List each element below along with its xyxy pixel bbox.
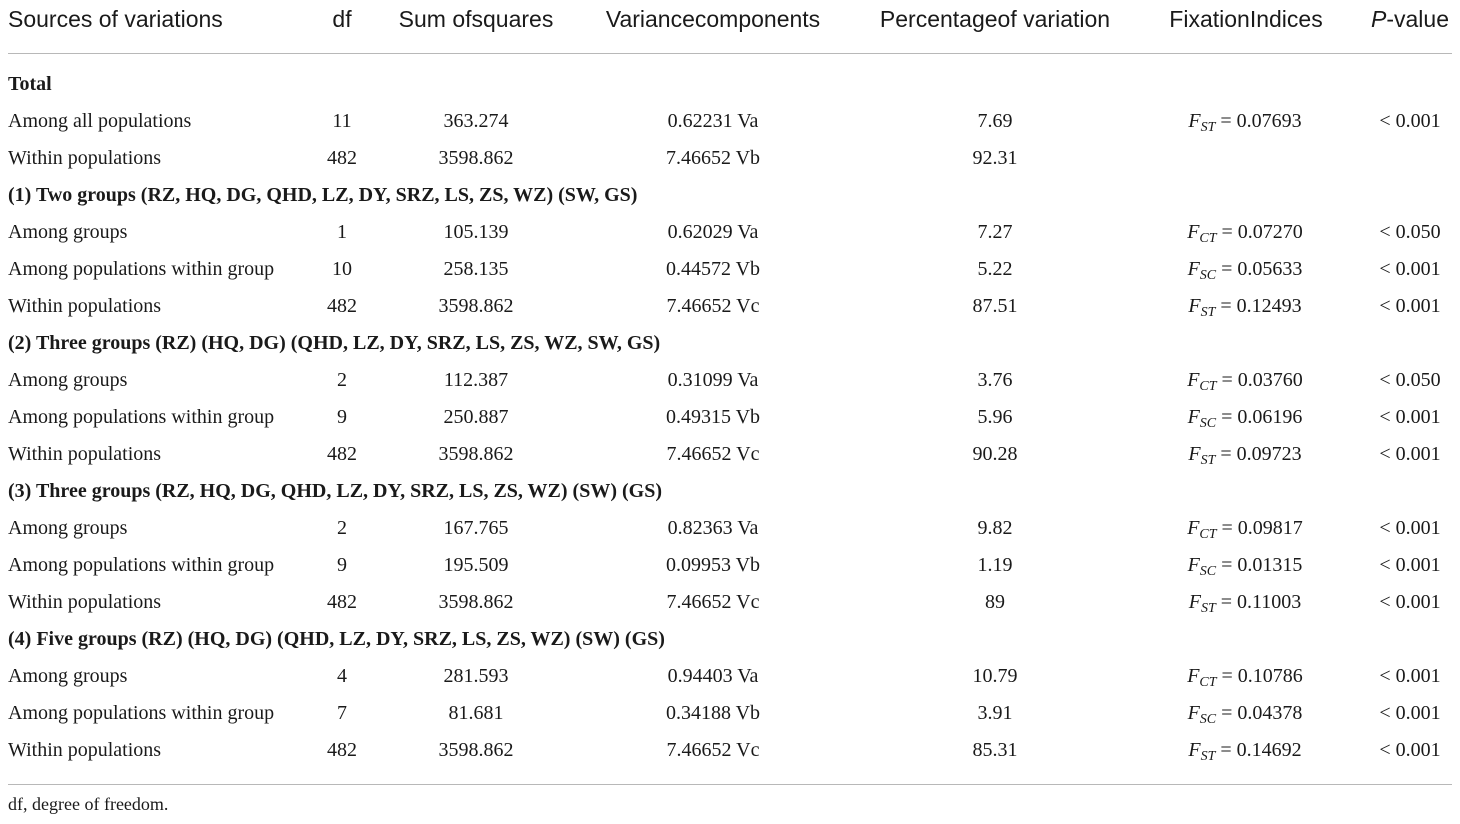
section-title: (3) Three groups (RZ, HQ, DG, QHD, LZ, DY, SRZ, LS, ZS, WZ) (SW) (GS) <box>8 480 662 502</box>
row-percentage: 3.91 <box>977 702 1013 724</box>
fixation-index-letter: F <box>1187 369 1200 391</box>
row-source: Among groups <box>8 517 128 539</box>
row-fixation-index <box>1140 695 1350 732</box>
fixation-index-value: = 0.05633 <box>1216 258 1303 280</box>
section-title: (1) Two groups (RZ, HQ, DG, QHD, LZ, DY, SRZ, LS, ZS, WZ) (SW, GS) <box>8 184 638 206</box>
row-variance-component: 7.46652 Vc <box>666 739 760 761</box>
fixation-index-value: = 0.04378 <box>1216 702 1303 724</box>
fixation-index-letter: F <box>1187 258 1200 280</box>
header-source: Sources of variations <box>8 6 223 32</box>
row-source: Among populations within group <box>8 258 275 280</box>
row-variance-component: 0.09953 Vb <box>665 554 761 576</box>
row-percentage: 3.76 <box>977 369 1013 391</box>
section-title: Total <box>8 73 52 95</box>
row-source: Within populations <box>8 443 162 465</box>
row-sum-of-squares: 363.274 <box>443 110 509 132</box>
fixation-index-letter: F <box>1188 110 1201 132</box>
header-p-rest: -value <box>1386 6 1449 32</box>
row-percentage: 9.82 <box>977 517 1013 539</box>
row-sum-of-squares: 3598.862 <box>438 591 514 613</box>
bottom-rule <box>8 784 1452 785</box>
row-df: 482 <box>327 295 357 317</box>
fixation-index-value: = 0.09723 <box>1215 443 1302 465</box>
row-variance-component: 7.46652 Vc <box>666 443 760 465</box>
row-variance-component: 0.44572 Vb <box>665 258 761 280</box>
fixation-index-subscript: CT <box>1199 379 1217 394</box>
fixation-index-subscript: ST <box>1200 453 1216 468</box>
section-title: (4) Five groups (RZ) (HQ, DG) (QHD, LZ, DY, SRZ, LS, ZS, WZ) (SW) (GS) <box>8 628 665 650</box>
row-df: 10 <box>332 258 352 280</box>
fixation-index-subscript: SC <box>1199 712 1217 727</box>
row-percentage: 90.28 <box>972 443 1018 465</box>
row-df: 482 <box>327 147 357 169</box>
row-source: Among populations within group <box>8 406 275 428</box>
footnote: df, degree of freedom. <box>8 794 169 814</box>
row-variance-component: 0.94403 Va <box>667 665 759 687</box>
header-p-italic: P <box>1371 6 1387 32</box>
row-percentage: 85.31 <box>972 739 1018 761</box>
fixation-index-subscript: SC <box>1199 416 1217 431</box>
row-source: Among all populations <box>8 110 192 132</box>
row-df: 482 <box>327 443 357 465</box>
fixation-index-subscript: CT <box>1199 527 1217 542</box>
row-source: Among groups <box>8 665 128 687</box>
row-source: Within populations <box>8 591 162 613</box>
row-fixation-index <box>1140 288 1350 325</box>
fixation-index-letter: F <box>1187 221 1200 243</box>
row-fixation-index <box>1140 584 1350 621</box>
fixation-index-letter: F <box>1187 517 1200 539</box>
fixation-index-letter: F <box>1188 739 1201 761</box>
row-percentage: 7.69 <box>977 110 1013 132</box>
row-source: Within populations <box>8 295 162 317</box>
row-p-value: < 0.001 <box>1379 739 1441 761</box>
header-variance-components: Variancecomponents <box>605 6 821 32</box>
row-p-value: < 0.001 <box>1379 443 1441 465</box>
row-fixation-index <box>1140 658 1350 695</box>
fixation-index-subscript: CT <box>1199 675 1217 690</box>
row-sum-of-squares: 167.765 <box>443 517 509 539</box>
row-p-value: < 0.001 <box>1379 665 1441 687</box>
fixation-index-value: = 0.11003 <box>1215 591 1302 613</box>
row-sum-of-squares: 105.139 <box>443 221 509 243</box>
row-source: Among groups <box>8 221 128 243</box>
row-variance-component: 0.62029 Va <box>667 221 759 243</box>
row-sum-of-squares: 195.509 <box>443 554 509 576</box>
row-percentage: 10.79 <box>972 665 1018 687</box>
section-title: (2) Three groups (RZ) (HQ, DG) (QHD, LZ, DY, SRZ, LS, ZS, WZ, SW, GS) <box>8 332 661 354</box>
row-p-value: < 0.050 <box>1379 369 1441 391</box>
row-df: 2 <box>337 369 347 391</box>
row-p-value: < 0.001 <box>1379 591 1441 613</box>
row-percentage: 87.51 <box>972 295 1018 317</box>
row-df: 7 <box>337 702 347 724</box>
row-source: Within populations <box>8 147 162 169</box>
row-variance-component: 0.49315 Vb <box>665 406 761 428</box>
row-df: 9 <box>337 406 347 428</box>
fixation-index-subscript: ST <box>1200 120 1216 135</box>
fixation-index-subscript: SC <box>1199 268 1217 283</box>
row-p-value: < 0.001 <box>1379 406 1441 428</box>
header-rule <box>8 53 1452 54</box>
fixation-index-letter: F <box>1188 443 1201 465</box>
row-variance-component: 7.46652 Vc <box>666 295 760 317</box>
fixation-index-subscript: CT <box>1199 231 1217 246</box>
row-df: 9 <box>337 554 347 576</box>
header-sum-of-squares: Sum ofsquares <box>398 6 554 32</box>
row-sum-of-squares: 112.387 <box>443 369 509 391</box>
row-fixation-index <box>1140 362 1350 399</box>
row-p-value: < 0.001 <box>1379 258 1441 280</box>
row-p-value: < 0.001 <box>1379 295 1441 317</box>
fixation-index-value: = 0.09817 <box>1216 517 1303 539</box>
row-sum-of-squares: 258.135 <box>443 258 509 280</box>
fixation-index-subscript: SC <box>1199 564 1217 579</box>
row-source: Within populations <box>8 739 162 761</box>
fixation-index-subscript: ST <box>1200 601 1216 616</box>
row-variance-component: 0.34188 Vb <box>665 702 761 724</box>
row-fixation-index <box>1140 547 1350 584</box>
row-fixation-index <box>1140 436 1350 473</box>
row-sum-of-squares: 3598.862 <box>438 147 514 169</box>
row-variance-component: 7.46652 Vb <box>665 147 761 169</box>
fixation-index-value: = 0.01315 <box>1216 554 1303 576</box>
row-df: 11 <box>332 110 352 132</box>
row-p-value: < 0.001 <box>1379 110 1441 132</box>
fixation-index-letter: F <box>1187 702 1200 724</box>
fixation-index-value: = 0.06196 <box>1216 406 1303 428</box>
row-percentage: 5.96 <box>977 406 1013 428</box>
row-p-value: < 0.050 <box>1379 221 1441 243</box>
row-percentage: 1.19 <box>977 554 1013 576</box>
fixation-index-value: = 0.10786 <box>1216 665 1303 687</box>
fixation-index-letter: F <box>1187 406 1200 428</box>
row-percentage: 89 <box>985 591 1005 613</box>
row-fixation-index <box>1140 103 1350 140</box>
row-sum-of-squares: 3598.862 <box>438 739 514 761</box>
row-percentage: 5.22 <box>977 258 1013 280</box>
header-percentage: Percentageof variation <box>879 6 1111 32</box>
row-percentage: 92.31 <box>972 147 1018 169</box>
row-fixation-index <box>1140 399 1350 436</box>
fixation-index-value: = 0.14692 <box>1215 739 1302 761</box>
row-sum-of-squares: 3598.862 <box>438 295 514 317</box>
row-source: Among groups <box>8 369 128 391</box>
header-p-value <box>1360 0 1460 38</box>
row-fixation-index <box>1140 510 1350 547</box>
row-source: Among populations within group <box>8 702 275 724</box>
fixation-index-value: = 0.12493 <box>1215 295 1302 317</box>
row-fixation-index <box>1140 214 1350 251</box>
row-variance-component: 7.46652 Vc <box>666 591 760 613</box>
row-df: 2 <box>337 517 347 539</box>
fixation-index-value: = 0.03760 <box>1216 369 1303 391</box>
row-sum-of-squares: 3598.862 <box>438 443 514 465</box>
fixation-index-value: = 0.07270 <box>1216 221 1303 243</box>
fixation-index-subscript: ST <box>1200 749 1216 764</box>
row-fixation-index <box>1140 251 1350 288</box>
row-sum-of-squares: 281.593 <box>443 665 509 687</box>
header-df: df <box>332 6 352 32</box>
fixation-index-letter: F <box>1188 591 1201 613</box>
fixation-index-letter: F <box>1188 295 1201 317</box>
fixation-index-value: = 0.07693 <box>1215 110 1302 132</box>
row-percentage: 7.27 <box>977 221 1013 243</box>
row-df: 4 <box>337 665 347 687</box>
row-sum-of-squares: 250.887 <box>443 406 509 428</box>
row-variance-component: 0.31099 Va <box>667 369 759 391</box>
fixation-index-letter: F <box>1187 554 1200 576</box>
header-fixation-indices: FixationIndices <box>1169 6 1323 32</box>
row-p-value: < 0.001 <box>1379 517 1441 539</box>
row-source: Among populations within group <box>8 554 275 576</box>
fixation-index-subscript: ST <box>1200 305 1216 320</box>
row-p-value: < 0.001 <box>1379 554 1441 576</box>
row-variance-component: 0.82363 Va <box>667 517 759 539</box>
row-fixation-index <box>1140 732 1350 769</box>
row-p-value: < 0.001 <box>1379 702 1441 724</box>
fixation-index-letter: F <box>1187 665 1200 687</box>
row-df: 482 <box>327 739 357 761</box>
row-variance-component: 0.62231 Va <box>667 110 759 132</box>
row-df: 1 <box>337 221 347 243</box>
row-sum-of-squares: 81.681 <box>448 702 504 724</box>
row-df: 482 <box>327 591 357 613</box>
